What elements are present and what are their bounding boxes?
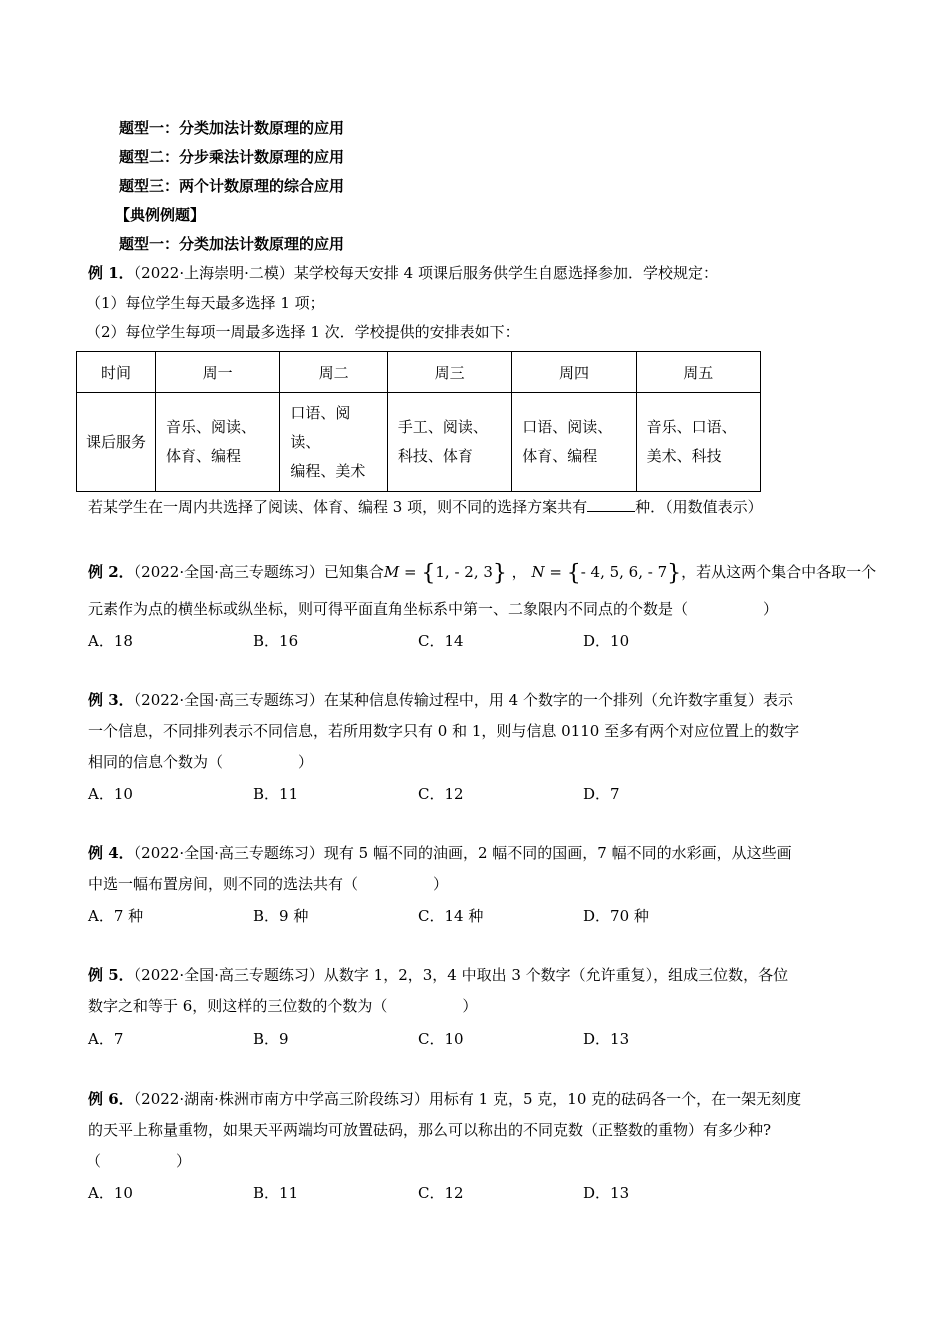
example-6-option-a[interactable]: A．10 (88, 1184, 133, 1202)
example-4-option-a[interactable]: A．7 种 (88, 907, 144, 925)
schedule-service-row (77, 393, 761, 492)
header-wed: 周三 (387, 352, 511, 393)
example-1-question-a: 若某学生在一周内共选择了阅读、体育、编程 3 项，则不同的选择方案共有 (88, 498, 588, 516)
example-2-option-a[interactable]: A．18 (88, 632, 133, 650)
example-2-option-c[interactable]: C．14 (418, 632, 464, 650)
example-2-option-b[interactable]: B．16 (253, 632, 299, 650)
example-2-line-1: 例 2．（2022·全国·高三专题练习）已知集合M = {1, - 2, 3} ， N = {- 4, 5, 6, - 7}，若从这两个集合中各取一个 (88, 561, 877, 586)
section-title: 【典例例题】 (115, 206, 206, 224)
toc-item-3: 题型三：两个计数原理的综合应用 (119, 177, 345, 195)
example-4-line-1 (88, 842, 792, 863)
example-2-label: 例 2． (88, 563, 134, 581)
answer-blank (587, 497, 635, 512)
example-3-label: 例 3． (88, 691, 134, 709)
cell-tue (280, 393, 388, 492)
example-1-rule-2: （2）每位学生每项一周最多选择 1 次．学校提供的安排表如下： (86, 323, 520, 341)
set-m: M = {1, - 2, 3} (383, 561, 507, 586)
example-4-label: 例 4． (88, 844, 134, 862)
cell-mon-line-1: 音乐、阅读、 (166, 418, 257, 436)
toc-item-2: 题型二：分步乘法计数原理的应用 (119, 148, 345, 166)
example-2-option-d[interactable]: D．10 (583, 632, 630, 650)
set-n-name: N (531, 563, 545, 581)
row-label: 课后服务 (77, 393, 156, 492)
example-2-text-b: ，若从这两个集合中各取一个 (681, 563, 877, 581)
cell-tue-line-3: 编程、美术 (290, 461, 366, 480)
toc-item-1: 题型一：分类加法计数原理的应用 (119, 119, 345, 137)
example-6-option-c[interactable]: C．12 (418, 1184, 464, 1202)
cell-wed-line-2: 科技、体育 (397, 447, 473, 465)
example-3-option-b[interactable]: B．11 (253, 785, 299, 803)
header-time: 时间 (77, 352, 156, 393)
example-1-question (88, 496, 763, 517)
example-4-line-2: 中选一幅布置房间，则不同的选法共有（ ） (88, 875, 449, 893)
example-5-line-2: 数字之和等于 6，则这样的三位数的个数为（ ） (88, 997, 478, 1015)
example-1-label: 例 1． (88, 264, 134, 282)
example-3-option-d[interactable]: D．7 (583, 785, 620, 803)
example-3-option-c[interactable]: C．12 (418, 785, 464, 803)
example-6-label: 例 6． (88, 1090, 134, 1108)
example-6-option-d[interactable]: D．13 (583, 1184, 630, 1202)
example-6-line-3: （ ） (86, 1152, 192, 1170)
example-4-option-b[interactable]: B．9 种 (253, 907, 309, 925)
set-m-elements: 1, - 2, 3 (435, 563, 493, 581)
cell-mon (156, 393, 280, 492)
header-tue: 周二 (280, 352, 388, 393)
header-fri: 周五 (636, 352, 760, 393)
example-6-line-2: 的天平上称量重物，如果天平两端均可放置砝码，那么可以称出的不同克数（正整数的重物）有多少种? (88, 1121, 772, 1139)
set-n: N = {- 4, 5, 6, - 7} (531, 561, 682, 586)
schedule-header-row (77, 352, 761, 393)
example-5-label: 例 5． (88, 966, 134, 984)
example-5-option-b[interactable]: B．9 (253, 1030, 289, 1048)
header-thu: 周四 (512, 352, 636, 393)
cell-wed (387, 393, 511, 492)
example-6-option-b[interactable]: B．11 (253, 1184, 299, 1202)
example-3-option-a[interactable]: A．10 (88, 785, 133, 803)
schedule-table (76, 351, 761, 492)
example-1-intro (88, 262, 718, 283)
set-n-elements: - 4, 5, 6, - 7 (580, 563, 668, 581)
example-1-text: （2022·上海崇明·二模）某学校每天安排 4 项课后服务供学生自愿选择参加．学校规定： (133, 264, 718, 282)
example-5-option-c[interactable]: C．10 (418, 1030, 464, 1048)
header-mon: 周一 (156, 352, 280, 393)
cell-tue-line-2: 读、 (290, 432, 321, 451)
example-3-line-3: 相同的信息个数为（ ） (88, 753, 314, 771)
example-4-option-c[interactable]: C．14 种 (418, 907, 484, 925)
example-5-option-a[interactable]: A．7 (88, 1030, 124, 1048)
cell-thu (512, 393, 636, 492)
example-5-line-1 (88, 964, 788, 985)
example-4-option-d[interactable]: D．70 种 (583, 907, 649, 925)
cell-tue-line-1: 口语、阅 (290, 403, 351, 422)
subsection-title: 题型一：分类加法计数原理的应用 (119, 235, 345, 253)
cell-mon-line-2: 体育、编程 (166, 447, 242, 465)
cell-thu-line-1: 口语、阅读、 (522, 418, 613, 436)
cell-fri (636, 393, 760, 492)
example-5-option-d[interactable]: D．13 (583, 1030, 630, 1048)
example-5-text: （2022·全国·高三专题练习）从数字 1，2，3，4 中取出 3 个数字（允许重复），组成三位数，各位 (133, 966, 789, 984)
cell-wed-line-1: 手工、阅读、 (397, 418, 488, 436)
cell-thu-line-2: 体育、编程 (522, 447, 598, 465)
set-m-name: M (383, 563, 400, 581)
example-1-rule-1: （1）每位学生每天最多选择 1 项； (86, 294, 325, 312)
example-6-line-1 (88, 1088, 801, 1109)
example-2-text-a: （2022·全国·高三专题练习）已知集合 (133, 563, 384, 581)
example-3-line-2: 一个信息，不同排列表示不同信息，若所用数字只有 0 和 1，则与信息 0110 至多有两个对应位置上的数字 (88, 722, 800, 740)
example-4-text: （2022·全国·高三专题练习）现有 5 幅不同的油画，2 幅不同的国画，7 幅不同的水彩画，从这些画 (133, 844, 792, 862)
example-2-line-2: 元素作为点的横坐标或纵坐标，则可得平面直角坐标系中第一、二象限内不同点的个数是（ ） (88, 600, 779, 618)
cell-fri-line-1: 音乐、口语、 (646, 418, 737, 436)
example-1-question-b: 种．（用数值表示） (635, 498, 763, 516)
example-3-text: （2022·全国·高三专题练习）在某种信息传输过程中，用 4 个数字的一个排列（允许数字重复）表示 (133, 691, 793, 709)
cell-fri-line-2: 美术、科技 (646, 447, 722, 465)
example-6-text: （2022·湖南·株洲市南方中学高三阶段练习）用标有 1 克，5 克，10 克的砝码各一个，在一架无刻度 (133, 1090, 802, 1108)
example-3-line-1 (88, 689, 793, 710)
